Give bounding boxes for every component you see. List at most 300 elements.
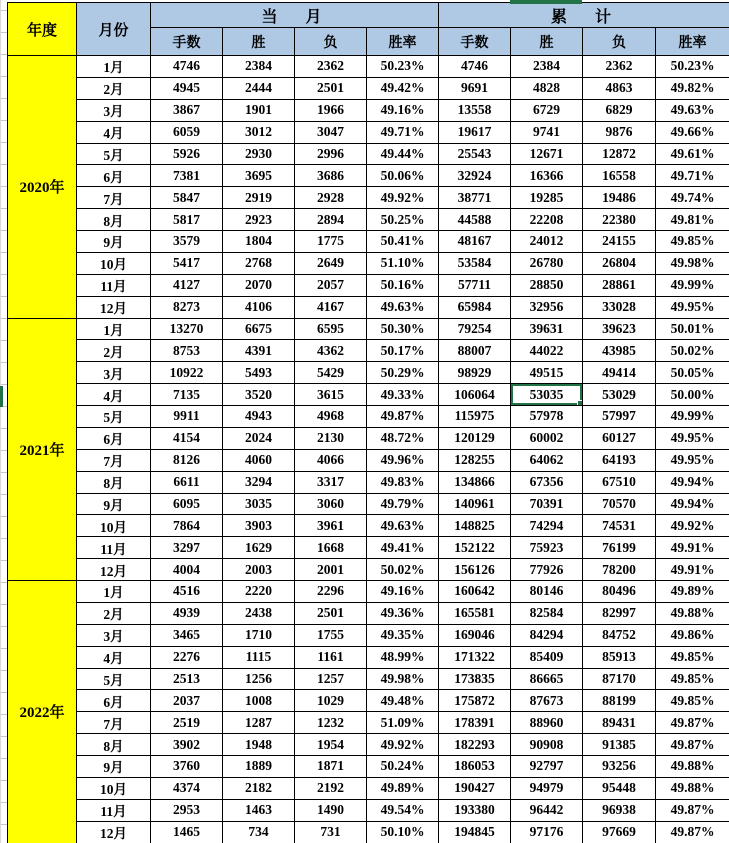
- cell-cur-lots[interactable]: 5817: [151, 209, 223, 231]
- cell-cum-losses[interactable]: 78200: [583, 559, 656, 581]
- cell-cum-winrate[interactable]: 49.95%: [656, 427, 729, 449]
- cell-cum-lots[interactable]: 156126: [439, 559, 511, 581]
- cell-cur-lots[interactable]: 4127: [151, 274, 223, 296]
- cell-cur-lots[interactable]: 5847: [151, 187, 223, 209]
- cell-cum-losses[interactable]: 96938: [583, 799, 656, 821]
- cell-cum-wins[interactable]: 67356: [511, 471, 583, 493]
- cell-cur-winrate[interactable]: 49.36%: [367, 602, 439, 624]
- cell-cur-winrate[interactable]: 49.79%: [367, 493, 439, 515]
- cell-month[interactable]: 9月: [77, 231, 151, 253]
- cell-month[interactable]: 3月: [77, 624, 151, 646]
- cell-cur-losses[interactable]: 5429: [295, 362, 367, 384]
- cell-month[interactable]: 12月: [77, 821, 151, 843]
- cell-cum-wins[interactable]: 32956: [511, 296, 583, 318]
- cell-month[interactable]: 6月: [77, 165, 151, 187]
- cell-cum-lots[interactable]: 175872: [439, 690, 511, 712]
- cell-cur-lots[interactable]: 2037: [151, 690, 223, 712]
- cell-cur-lots[interactable]: 2953: [151, 799, 223, 821]
- cell-cur-wins[interactable]: 2923: [223, 209, 295, 231]
- cell-cur-lots[interactable]: 7864: [151, 515, 223, 537]
- cell-cum-lots[interactable]: 19617: [439, 121, 511, 143]
- cell-cum-losses[interactable]: 33028: [583, 296, 656, 318]
- cell-cum-losses[interactable]: 87170: [583, 668, 656, 690]
- cell-cum-lots[interactable]: 178391: [439, 712, 511, 734]
- cell-cum-winrate[interactable]: 49.88%: [656, 756, 729, 778]
- cell-cum-losses[interactable]: 57997: [583, 406, 656, 428]
- cell-cum-wins[interactable]: 80146: [511, 581, 583, 603]
- cell-cum-wins[interactable]: 57978: [511, 406, 583, 428]
- cell-cur-winrate[interactable]: 49.87%: [367, 406, 439, 428]
- header-cum-wins[interactable]: 胜: [511, 28, 583, 56]
- cell-cur-winrate[interactable]: 49.44%: [367, 143, 439, 165]
- cell-cur-winrate[interactable]: 49.54%: [367, 799, 439, 821]
- cell-cum-lots[interactable]: 169046: [439, 624, 511, 646]
- cell-cur-losses[interactable]: 4968: [295, 406, 367, 428]
- cell-cum-wins[interactable]: 26780: [511, 252, 583, 274]
- cell-cum-lots[interactable]: 48167: [439, 231, 511, 253]
- header-cur-losses[interactable]: 负: [295, 28, 367, 56]
- cell-cum-winrate[interactable]: 49.87%: [656, 799, 729, 821]
- cell-month[interactable]: 2月: [77, 340, 151, 362]
- cell-cum-lots[interactable]: 140961: [439, 493, 511, 515]
- cell-cum-lots[interactable]: 106064: [439, 384, 511, 406]
- selected-cell[interactable]: 53035: [511, 384, 583, 406]
- fill-handle[interactable]: [577, 400, 583, 406]
- cell-cur-lots[interactable]: 9911: [151, 406, 223, 428]
- cell-cum-wins[interactable]: 6729: [511, 99, 583, 121]
- cell-cur-losses[interactable]: 3961: [295, 515, 367, 537]
- cell-cum-lots[interactable]: 38771: [439, 187, 511, 209]
- cell-cur-winrate[interactable]: 49.42%: [367, 77, 439, 99]
- cell-cur-wins[interactable]: 2003: [223, 559, 295, 581]
- cell-cum-lots[interactable]: 13558: [439, 99, 511, 121]
- cell-cur-losses[interactable]: 3615: [295, 384, 367, 406]
- cell-cur-wins[interactable]: 3035: [223, 493, 295, 515]
- cell-cum-lots[interactable]: 152122: [439, 537, 511, 559]
- cell-cur-winrate[interactable]: 50.29%: [367, 362, 439, 384]
- cell-cur-wins[interactable]: 4106: [223, 296, 295, 318]
- cell-cur-losses[interactable]: 1161: [295, 646, 367, 668]
- cell-cum-winrate[interactable]: 49.95%: [656, 449, 729, 471]
- cell-cur-losses[interactable]: 2501: [295, 602, 367, 624]
- cell-cur-lots[interactable]: 7381: [151, 165, 223, 187]
- cell-cum-wins[interactable]: 60002: [511, 427, 583, 449]
- cell-cur-wins[interactable]: 1948: [223, 734, 295, 756]
- cell-cum-losses[interactable]: 49414: [583, 362, 656, 384]
- cell-cum-losses[interactable]: 67510: [583, 471, 656, 493]
- cell-cum-losses[interactable]: 70570: [583, 493, 656, 515]
- cell-cur-losses[interactable]: 1755: [295, 624, 367, 646]
- cell-cum-lots[interactable]: 128255: [439, 449, 511, 471]
- cell-cum-lots[interactable]: 165581: [439, 602, 511, 624]
- cell-cum-lots[interactable]: 173835: [439, 668, 511, 690]
- cell-cum-winrate[interactable]: 49.89%: [656, 581, 729, 603]
- cell-cum-losses[interactable]: 6829: [583, 99, 656, 121]
- cell-cum-wins[interactable]: 74294: [511, 515, 583, 537]
- cell-cur-losses[interactable]: 3060: [295, 493, 367, 515]
- cell-cur-winrate[interactable]: 49.33%: [367, 384, 439, 406]
- cell-cur-losses[interactable]: 1029: [295, 690, 367, 712]
- cell-cur-winrate[interactable]: 49.41%: [367, 537, 439, 559]
- cell-cum-losses[interactable]: 97669: [583, 821, 656, 843]
- header-cur-winrate[interactable]: 胜率: [367, 28, 439, 56]
- cell-cur-wins[interactable]: 2024: [223, 427, 295, 449]
- cell-cur-wins[interactable]: 3294: [223, 471, 295, 493]
- cell-cum-lots[interactable]: 171322: [439, 646, 511, 668]
- cell-cur-losses[interactable]: 1871: [295, 756, 367, 778]
- cell-cum-losses[interactable]: 24155: [583, 231, 656, 253]
- cell-cum-wins[interactable]: 70391: [511, 493, 583, 515]
- cell-cum-winrate[interactable]: 49.91%: [656, 559, 729, 581]
- cell-cum-losses[interactable]: 64193: [583, 449, 656, 471]
- cell-cur-winrate[interactable]: 50.30%: [367, 318, 439, 340]
- cell-cum-wins[interactable]: 24012: [511, 231, 583, 253]
- cell-cum-lots[interactable]: 115975: [439, 406, 511, 428]
- cell-cum-lots[interactable]: 98929: [439, 362, 511, 384]
- cell-cur-wins[interactable]: 1287: [223, 712, 295, 734]
- header-month[interactable]: 月份: [77, 3, 151, 56]
- cell-cur-losses[interactable]: 4066: [295, 449, 367, 471]
- cell-month[interactable]: 7月: [77, 712, 151, 734]
- cell-cur-wins[interactable]: 3903: [223, 515, 295, 537]
- header-cum-winrate[interactable]: 胜率: [656, 28, 729, 56]
- cell-cur-wins[interactable]: 2384: [223, 56, 295, 78]
- cell-cur-wins[interactable]: 1115: [223, 646, 295, 668]
- cell-cum-lots[interactable]: 182293: [439, 734, 511, 756]
- cell-cur-wins[interactable]: 2182: [223, 777, 295, 799]
- cell-cur-wins[interactable]: 4060: [223, 449, 295, 471]
- cell-cur-wins[interactable]: 2919: [223, 187, 295, 209]
- cell-cur-lots[interactable]: 6095: [151, 493, 223, 515]
- header-current-month-group[interactable]: 当 月: [151, 3, 439, 28]
- cell-cum-winrate[interactable]: 49.86%: [656, 624, 729, 646]
- cell-cum-winrate[interactable]: 49.71%: [656, 165, 729, 187]
- cell-cur-winrate[interactable]: 49.96%: [367, 449, 439, 471]
- cell-cur-winrate[interactable]: 49.48%: [367, 690, 439, 712]
- cell-cum-wins[interactable]: 4828: [511, 77, 583, 99]
- cell-cum-winrate[interactable]: 49.87%: [656, 712, 729, 734]
- cell-cur-wins[interactable]: 5493: [223, 362, 295, 384]
- cell-cum-wins[interactable]: 84294: [511, 624, 583, 646]
- cell-month[interactable]: 10月: [77, 252, 151, 274]
- cell-cum-losses[interactable]: 19486: [583, 187, 656, 209]
- cell-cum-losses[interactable]: 76199: [583, 537, 656, 559]
- cell-cum-losses[interactable]: 93256: [583, 756, 656, 778]
- cell-month[interactable]: 10月: [77, 515, 151, 537]
- cell-cum-lots[interactable]: 160642: [439, 581, 511, 603]
- cell-cur-wins[interactable]: 2438: [223, 602, 295, 624]
- cell-cum-losses[interactable]: 60127: [583, 427, 656, 449]
- cell-cum-wins[interactable]: 2384: [511, 56, 583, 78]
- cell-cur-lots[interactable]: 2519: [151, 712, 223, 734]
- cell-cur-winrate[interactable]: 49.16%: [367, 581, 439, 603]
- year-cell[interactable]: 2021年: [8, 318, 77, 581]
- cell-cur-losses[interactable]: 1257: [295, 668, 367, 690]
- cell-cum-lots[interactable]: 44588: [439, 209, 511, 231]
- cell-cum-wins[interactable]: 77926: [511, 559, 583, 581]
- cell-cum-lots[interactable]: 53584: [439, 252, 511, 274]
- cell-cum-wins[interactable]: 82584: [511, 602, 583, 624]
- cell-month[interactable]: 11月: [77, 274, 151, 296]
- cell-cum-lots[interactable]: 57711: [439, 274, 511, 296]
- cell-cum-wins[interactable]: 12671: [511, 143, 583, 165]
- cell-cum-winrate[interactable]: 49.91%: [656, 537, 729, 559]
- cell-cur-wins[interactable]: 3012: [223, 121, 295, 143]
- cell-cur-wins[interactable]: 1463: [223, 799, 295, 821]
- cell-cum-losses[interactable]: 9876: [583, 121, 656, 143]
- cell-cum-losses[interactable]: 88199: [583, 690, 656, 712]
- cell-month[interactable]: 7月: [77, 187, 151, 209]
- cell-cur-lots[interactable]: 3465: [151, 624, 223, 646]
- year-cell[interactable]: 2020年: [8, 56, 77, 319]
- cell-cum-losses[interactable]: 26804: [583, 252, 656, 274]
- cell-cur-losses[interactable]: 3686: [295, 165, 367, 187]
- cell-month[interactable]: 5月: [77, 143, 151, 165]
- cell-month[interactable]: 1月: [77, 318, 151, 340]
- cell-cum-wins[interactable]: 90908: [511, 734, 583, 756]
- cell-cur-losses[interactable]: 2996: [295, 143, 367, 165]
- cell-cur-lots[interactable]: 6611: [151, 471, 223, 493]
- cell-cur-winrate[interactable]: 50.06%: [367, 165, 439, 187]
- cell-cum-wins[interactable]: 49515: [511, 362, 583, 384]
- cell-cur-lots[interactable]: 5417: [151, 252, 223, 274]
- cell-cur-lots[interactable]: 1465: [151, 821, 223, 843]
- cell-cur-losses[interactable]: 6595: [295, 318, 367, 340]
- cell-cum-losses[interactable]: 89431: [583, 712, 656, 734]
- cell-cur-losses[interactable]: 1232: [295, 712, 367, 734]
- cell-cum-wins[interactable]: 22208: [511, 209, 583, 231]
- cell-cum-winrate[interactable]: 50.23%: [656, 56, 729, 78]
- cell-cur-lots[interactable]: 10922: [151, 362, 223, 384]
- cell-cur-losses[interactable]: 3047: [295, 121, 367, 143]
- cell-cur-winrate[interactable]: 49.16%: [367, 99, 439, 121]
- cell-cum-winrate[interactable]: 49.99%: [656, 274, 729, 296]
- cell-month[interactable]: 9月: [77, 493, 151, 515]
- cell-cum-wins[interactable]: 44022: [511, 340, 583, 362]
- cell-cur-lots[interactable]: 4746: [151, 56, 223, 78]
- cell-cum-losses[interactable]: 2362: [583, 56, 656, 78]
- cell-cum-losses[interactable]: 84752: [583, 624, 656, 646]
- cell-cur-wins[interactable]: 3520: [223, 384, 295, 406]
- cell-month[interactable]: 4月: [77, 384, 151, 406]
- cell-cum-losses[interactable]: 39623: [583, 318, 656, 340]
- cell-month[interactable]: 12月: [77, 296, 151, 318]
- cell-cur-winrate[interactable]: 51.09%: [367, 712, 439, 734]
- cell-cur-lots[interactable]: 4939: [151, 602, 223, 624]
- cell-cur-losses[interactable]: 4167: [295, 296, 367, 318]
- cell-cum-losses[interactable]: 95448: [583, 777, 656, 799]
- cell-cur-losses[interactable]: 2057: [295, 274, 367, 296]
- cell-cur-losses[interactable]: 2296: [295, 581, 367, 603]
- cell-cum-lots[interactable]: 79254: [439, 318, 511, 340]
- cell-cur-losses[interactable]: 2894: [295, 209, 367, 231]
- cell-cum-winrate[interactable]: 49.88%: [656, 777, 729, 799]
- cell-cum-winrate[interactable]: 50.00%: [656, 384, 729, 406]
- cell-cur-wins[interactable]: 1804: [223, 231, 295, 253]
- cell-cur-lots[interactable]: 4374: [151, 777, 223, 799]
- cell-cur-losses[interactable]: 1954: [295, 734, 367, 756]
- cell-cum-losses[interactable]: 28861: [583, 274, 656, 296]
- cell-cur-winrate[interactable]: 50.10%: [367, 821, 439, 843]
- cell-cum-losses[interactable]: 4863: [583, 77, 656, 99]
- cell-cum-wins[interactable]: 28850: [511, 274, 583, 296]
- cell-cur-wins[interactable]: 4391: [223, 340, 295, 362]
- cell-cum-wins[interactable]: 9741: [511, 121, 583, 143]
- cell-cur-wins[interactable]: 6675: [223, 318, 295, 340]
- cell-month[interactable]: 8月: [77, 734, 151, 756]
- cell-cur-wins[interactable]: 1901: [223, 99, 295, 121]
- cell-cum-wins[interactable]: 92797: [511, 756, 583, 778]
- cell-month[interactable]: 11月: [77, 799, 151, 821]
- cell-cur-wins[interactable]: 2444: [223, 77, 295, 99]
- cell-cur-lots[interactable]: 3867: [151, 99, 223, 121]
- cell-cum-wins[interactable]: 19285: [511, 187, 583, 209]
- cell-cur-wins[interactable]: 2220: [223, 581, 295, 603]
- cell-cum-lots[interactable]: 148825: [439, 515, 511, 537]
- cell-month[interactable]: 3月: [77, 99, 151, 121]
- cell-cur-wins[interactable]: 2768: [223, 252, 295, 274]
- cell-cur-lots[interactable]: 3579: [151, 231, 223, 253]
- cell-month[interactable]: 9月: [77, 756, 151, 778]
- cell-cum-winrate[interactable]: 49.85%: [656, 646, 729, 668]
- cell-cur-wins[interactable]: 4943: [223, 406, 295, 428]
- cell-cum-winrate[interactable]: 49.94%: [656, 493, 729, 515]
- cell-cur-losses[interactable]: 2192: [295, 777, 367, 799]
- cell-cur-lots[interactable]: 2276: [151, 646, 223, 668]
- cell-month[interactable]: 5月: [77, 668, 151, 690]
- cell-cur-lots[interactable]: 3760: [151, 756, 223, 778]
- cell-cur-losses[interactable]: 2928: [295, 187, 367, 209]
- cell-cur-lots[interactable]: 7135: [151, 384, 223, 406]
- cell-cur-losses[interactable]: 2362: [295, 56, 367, 78]
- cell-cum-losses[interactable]: 12872: [583, 143, 656, 165]
- cell-cum-lots[interactable]: 194845: [439, 821, 511, 843]
- cell-cur-wins[interactable]: 1710: [223, 624, 295, 646]
- cell-cur-wins[interactable]: 734: [223, 821, 295, 843]
- cell-cum-lots[interactable]: 32924: [439, 165, 511, 187]
- cell-cum-winrate[interactable]: 49.94%: [656, 471, 729, 493]
- cell-cum-winrate[interactable]: 49.81%: [656, 209, 729, 231]
- cell-cur-winrate[interactable]: 49.92%: [367, 734, 439, 756]
- cell-cum-winrate[interactable]: 49.63%: [656, 99, 729, 121]
- header-cum-lots[interactable]: 手数: [439, 28, 511, 56]
- cell-cum-lots[interactable]: 190427: [439, 777, 511, 799]
- cell-month[interactable]: 2月: [77, 77, 151, 99]
- header-cum-losses[interactable]: 负: [583, 28, 656, 56]
- cell-cum-wins[interactable]: 16366: [511, 165, 583, 187]
- cell-month[interactable]: 4月: [77, 121, 151, 143]
- cell-month[interactable]: 6月: [77, 690, 151, 712]
- cell-month[interactable]: 4月: [77, 646, 151, 668]
- cell-cur-wins[interactable]: 1629: [223, 537, 295, 559]
- cell-cur-lots[interactable]: 8753: [151, 340, 223, 362]
- cell-cur-losses[interactable]: 1490: [295, 799, 367, 821]
- cell-cum-winrate[interactable]: 49.85%: [656, 668, 729, 690]
- cell-month[interactable]: 8月: [77, 471, 151, 493]
- cell-cur-winrate[interactable]: 49.83%: [367, 471, 439, 493]
- cell-cur-wins[interactable]: 1889: [223, 756, 295, 778]
- cell-cum-winrate[interactable]: 49.98%: [656, 252, 729, 274]
- cell-cur-winrate[interactable]: 50.23%: [367, 56, 439, 78]
- cell-cur-wins[interactable]: 1008: [223, 690, 295, 712]
- cell-month[interactable]: 1月: [77, 56, 151, 78]
- cell-cum-winrate[interactable]: 49.99%: [656, 406, 729, 428]
- cell-cur-lots[interactable]: 8273: [151, 296, 223, 318]
- cell-cum-lots[interactable]: 120129: [439, 427, 511, 449]
- cell-cur-lots[interactable]: 4154: [151, 427, 223, 449]
- cell-month[interactable]: 6月: [77, 427, 151, 449]
- cell-cur-lots[interactable]: 3297: [151, 537, 223, 559]
- cell-cur-lots[interactable]: 2513: [151, 668, 223, 690]
- header-year[interactable]: 年度: [8, 3, 77, 56]
- cell-cur-winrate[interactable]: 49.98%: [367, 668, 439, 690]
- cell-cum-losses[interactable]: 16558: [583, 165, 656, 187]
- cell-cur-winrate[interactable]: 50.16%: [367, 274, 439, 296]
- cell-cur-losses[interactable]: 2001: [295, 559, 367, 581]
- cell-cum-losses[interactable]: 91385: [583, 734, 656, 756]
- cell-cum-wins[interactable]: 94979: [511, 777, 583, 799]
- header-cur-wins[interactable]: 胜: [223, 28, 295, 56]
- cell-month[interactable]: 7月: [77, 449, 151, 471]
- cell-cum-lots[interactable]: 193380: [439, 799, 511, 821]
- cell-cum-wins[interactable]: 87673: [511, 690, 583, 712]
- cell-cum-wins[interactable]: 39631: [511, 318, 583, 340]
- cell-cum-winrate[interactable]: 50.05%: [656, 362, 729, 384]
- cell-cur-winrate[interactable]: 50.25%: [367, 209, 439, 231]
- cell-cur-losses[interactable]: 3317: [295, 471, 367, 493]
- cell-cum-losses[interactable]: 43985: [583, 340, 656, 362]
- cell-cur-winrate[interactable]: 50.02%: [367, 559, 439, 581]
- cell-month[interactable]: 1月: [77, 581, 151, 603]
- header-cumulative-group[interactable]: 累 计: [439, 3, 729, 28]
- cell-cur-lots[interactable]: 4004: [151, 559, 223, 581]
- cell-cur-losses[interactable]: 1966: [295, 99, 367, 121]
- cell-cur-winrate[interactable]: 48.72%: [367, 427, 439, 449]
- year-cell[interactable]: 2022年: [8, 581, 77, 843]
- cell-cum-lots[interactable]: 25543: [439, 143, 511, 165]
- cell-cur-losses[interactable]: 1775: [295, 231, 367, 253]
- cell-cum-wins[interactable]: 88960: [511, 712, 583, 734]
- cell-cur-winrate[interactable]: 49.35%: [367, 624, 439, 646]
- cell-cum-losses[interactable]: 22380: [583, 209, 656, 231]
- cell-cum-winrate[interactable]: 49.87%: [656, 734, 729, 756]
- cell-cur-winrate[interactable]: 51.10%: [367, 252, 439, 274]
- cell-cum-winrate[interactable]: 49.87%: [656, 821, 729, 843]
- cell-cur-lots[interactable]: 4516: [151, 581, 223, 603]
- cell-cur-wins[interactable]: 2070: [223, 274, 295, 296]
- cell-cum-lots[interactable]: 4746: [439, 56, 511, 78]
- cell-cur-losses[interactable]: 731: [295, 821, 367, 843]
- cell-cum-losses[interactable]: 80496: [583, 581, 656, 603]
- cell-cur-winrate[interactable]: 49.63%: [367, 296, 439, 318]
- cell-cur-winrate[interactable]: 49.63%: [367, 515, 439, 537]
- cell-cur-winrate[interactable]: 49.89%: [367, 777, 439, 799]
- cell-cur-losses[interactable]: 2130: [295, 427, 367, 449]
- cell-cum-winrate[interactable]: 49.82%: [656, 77, 729, 99]
- cell-cum-winrate[interactable]: 49.92%: [656, 515, 729, 537]
- cell-cur-wins[interactable]: 1256: [223, 668, 295, 690]
- cell-cur-winrate[interactable]: 50.41%: [367, 231, 439, 253]
- cell-cur-losses[interactable]: 2649: [295, 252, 367, 274]
- cell-cur-winrate[interactable]: 48.99%: [367, 646, 439, 668]
- cell-cur-losses[interactable]: 2501: [295, 77, 367, 99]
- cell-cum-winrate[interactable]: 50.02%: [656, 340, 729, 362]
- cell-cum-winrate[interactable]: 50.01%: [656, 318, 729, 340]
- cell-cum-wins[interactable]: 64062: [511, 449, 583, 471]
- cell-cum-losses[interactable]: 82997: [583, 602, 656, 624]
- cell-cum-losses[interactable]: 53029: [583, 384, 656, 406]
- cell-cum-wins[interactable]: 97176: [511, 821, 583, 843]
